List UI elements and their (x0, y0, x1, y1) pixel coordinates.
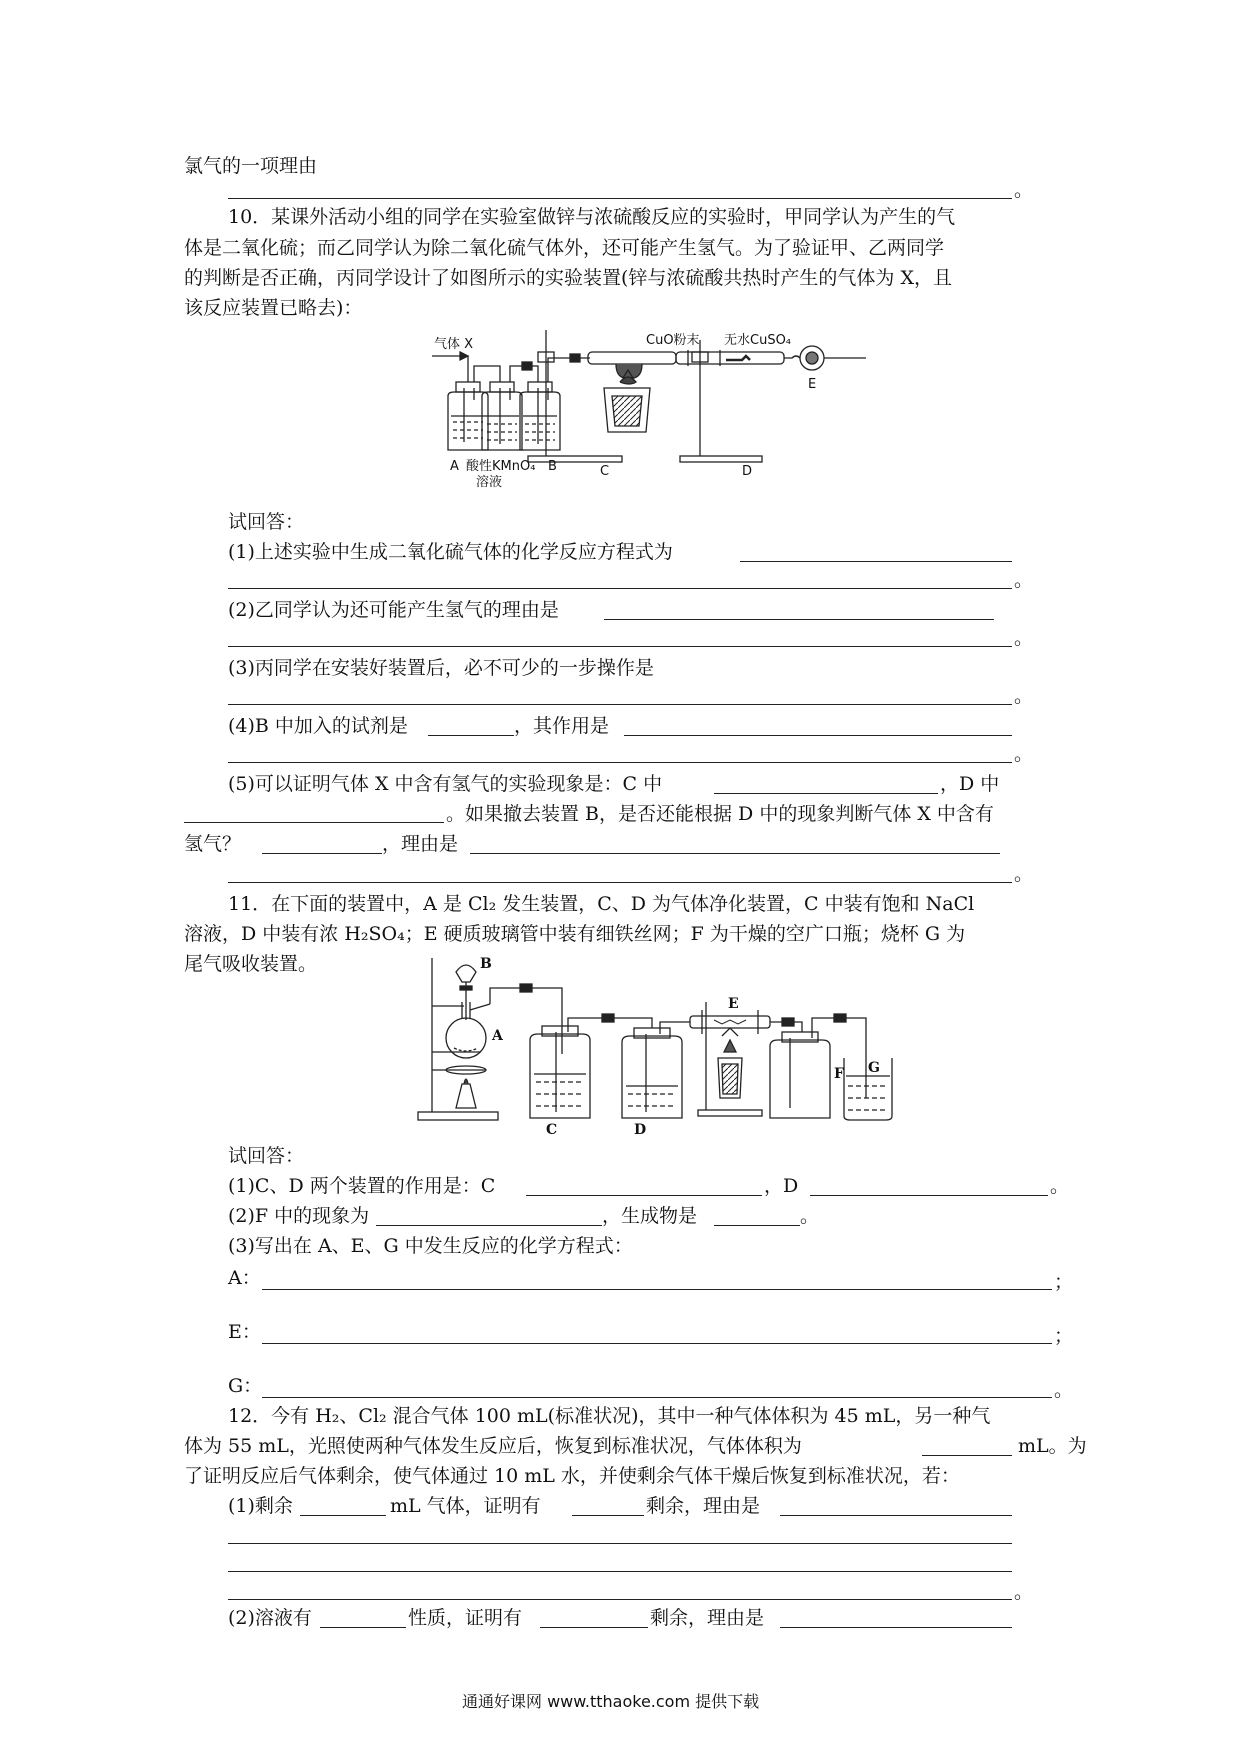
semicolon: ； (1054, 1325, 1074, 1347)
q10-intro-2: 体是二氧化硫；而乙同学认为除二氧化硫气体外，还可能产生氢气。为了验证甲、乙两同学 (184, 237, 945, 259)
fig10-label-c: C (600, 464, 610, 479)
q12-part1-line2 (228, 1543, 1012, 1544)
q12-part1-line4 (228, 1599, 1012, 1600)
fig11-label-b: B (480, 956, 492, 972)
q12-intro-2a: 体为 55 mL，光照使两种气体发生反应后，恢复到标准状况，气体体积为 (184, 1435, 802, 1457)
q10-part1-blank (740, 561, 1012, 562)
fig10-label-e: E (808, 377, 817, 392)
q10-part5a: (5)可以证明气体 X 中含有氢气的实验现象是：C 中 (228, 773, 663, 795)
period: 。 (1050, 1175, 1070, 1197)
q11-part1a: (1)C、D 两个装置的作用是：C (228, 1175, 496, 1197)
q10-part4b: ，其作用是 (514, 715, 610, 737)
q10-part5-blank4 (470, 853, 1000, 854)
q10-part5e: ，理由是 (382, 833, 459, 855)
period: 。 (1054, 1379, 1074, 1401)
q12-part2b: 性质，证明有 (408, 1607, 523, 1629)
fig11-label-a: A (492, 1028, 503, 1044)
q10-part5-blank1 (714, 793, 938, 794)
q12-part1a: (1)剩余 (228, 1495, 293, 1517)
semicolon: ； (1054, 1271, 1074, 1293)
q11-part2b: ，生成物是 (602, 1205, 698, 1227)
fig10-label-kmno4: 酸性KMnO₄ (466, 459, 536, 474)
q12-part2c: 剩余，理由是 (650, 1607, 765, 1629)
period: 。 (1014, 569, 1034, 591)
q10-part4-blank2 (624, 735, 1012, 736)
q10-answer-intro: 试回答： (228, 511, 305, 533)
q12-part2a: (2)溶液有 (228, 1607, 312, 1629)
q10-part5b: ，D 中 (940, 773, 1000, 795)
period: 。 (1014, 685, 1034, 707)
q12-intro-3: 了证明反应后气体剩余，使气体通过 10 mL 水，并使剩余气体干燥后恢复到标准状况，若： (184, 1465, 960, 1487)
period: 。 (1014, 863, 1034, 885)
q12-intro-2b: mL。为 (1018, 1435, 1087, 1457)
q10-intro-3: 的判断是否正确，丙同学设计了如图所示的实验装置(锌与浓硫酸共热时产生的气体为 X，且 (184, 267, 952, 289)
q12-part2-blank2 (540, 1627, 648, 1628)
fig11-label-g: G (868, 1060, 880, 1076)
q10-part3-line (228, 704, 1012, 705)
q12-part1c: 剩余，理由是 (646, 1495, 761, 1517)
q12-part2-blank3 (780, 1627, 1012, 1628)
period: 。 (1014, 179, 1034, 201)
q10-part2-line2 (228, 646, 1012, 647)
q12-part1b: mL 气体，证明有 (390, 1495, 541, 1517)
q11-eq-g-label: G： (228, 1375, 263, 1397)
fig11-label-f: F (834, 1066, 844, 1082)
fig10-label-solution: 溶液 (476, 475, 503, 490)
q10-intro-4: 该反应装置已略去)： (184, 297, 363, 319)
period: 。 (800, 1205, 820, 1227)
period: 。 (1014, 627, 1034, 649)
q10-part4-line2 (228, 762, 1012, 763)
q11-intro-1: 11．在下面的装置中，A 是 Cl₂ 发生装置，C、D 为气体净化装置，C 中装有饱和 NaCl (228, 893, 975, 915)
q11-part2a: (2)F 中的现象为 (228, 1205, 370, 1227)
q11-eq-e-label: E： (228, 1321, 261, 1343)
q10-part4a: (4)B 中加入的试剂是 (228, 715, 408, 737)
q12-intro-1: 12．今有 H₂、Cl₂ 混合气体 100 mL(标准状况)，其中一种气体体积为 45 mL，另一种气 (228, 1405, 991, 1427)
q12-part1-line3 (228, 1571, 1012, 1572)
q10-part4-blank1 (428, 735, 514, 736)
fig10-label-a: A (450, 459, 459, 474)
q11-intro-3: 尾气吸收装置。 (184, 953, 318, 975)
q10-part5-blank3 (262, 853, 382, 854)
q10-part5-line3 (228, 882, 1012, 883)
q10-part2: (2)乙同学认为还可能产生氢气的理由是 (228, 599, 559, 621)
q11-part1-blank1 (526, 1195, 762, 1196)
q10-part5-blank2 (184, 822, 444, 823)
q11-apparatus-figure (410, 948, 900, 1134)
q10-intro-1: 10．某课外活动小组的同学在实验室做锌与浓硫酸反应的实验时，甲同学认为产生的气 (228, 206, 956, 228)
q12-part2-blank1 (320, 1627, 406, 1628)
q11-part2-blank1 (376, 1225, 602, 1226)
fig10-cuso4-label: 无水CuSO₄ (724, 333, 792, 348)
q9-answer-line (228, 198, 1012, 199)
q10-part1: (1)上述实验中生成二氧化硫气体的化学反应方程式为 (228, 541, 673, 563)
fig11-label-c: C (546, 1122, 558, 1134)
fig10-gas-label: 气体 X (434, 337, 474, 352)
q11-part1-blank2 (810, 1195, 1048, 1196)
q10-part5d: 氢气？ (184, 833, 242, 855)
q11-part3: (3)写出在 A、E、G 中发生反应的化学方程式： (228, 1235, 633, 1257)
q12-part1-blank3 (780, 1515, 1012, 1516)
q9-tail-text: 氯气的一项理由 (184, 155, 318, 177)
period: 。 (1014, 743, 1034, 765)
period: 。 (1014, 1581, 1034, 1603)
q11-intro-2: 溶液，D 中装有浓 H₂SO₄；E 硬质玻璃管中装有细铁丝网；F 为干燥的空广口瓶；烧杯 G 为 (184, 923, 966, 945)
q10-part3: (3)丙同学在安装好装置后，必不可少的一步操作是 (228, 657, 654, 679)
q11-part1b: ，D (764, 1175, 799, 1197)
q10-apparatus-figure (420, 330, 880, 500)
q11-eq-e-line (262, 1343, 1052, 1344)
q11-answer-intro: 试回答： (228, 1145, 305, 1167)
fig10-label-b: B (548, 459, 557, 474)
q11-eq-a-line (262, 1289, 1052, 1290)
fig11-label-d: D (634, 1122, 647, 1134)
fig11-label-e: E (728, 996, 739, 1012)
q10-part2-blank (604, 619, 994, 620)
fig10-label-d: D (742, 464, 753, 479)
q10-part1-line2 (228, 588, 1012, 589)
q12-part1-blank1 (300, 1515, 386, 1516)
q11-part2-blank2 (714, 1225, 800, 1226)
fig10-cuo-label: CuO粉末 (646, 333, 700, 348)
q10-part5c: 。如果撤去装置 B，是否还能根据 D 中的现象判断气体 X 中含有 (446, 803, 994, 825)
page-footer: 通通好课网 www.tthaoke.com 提供下载 (462, 1692, 760, 1711)
q12-part1-blank2 (572, 1515, 644, 1516)
q12-volume-blank (922, 1455, 1012, 1456)
q11-eq-g-line (262, 1397, 1052, 1398)
q11-eq-a-label: A： (228, 1267, 261, 1289)
